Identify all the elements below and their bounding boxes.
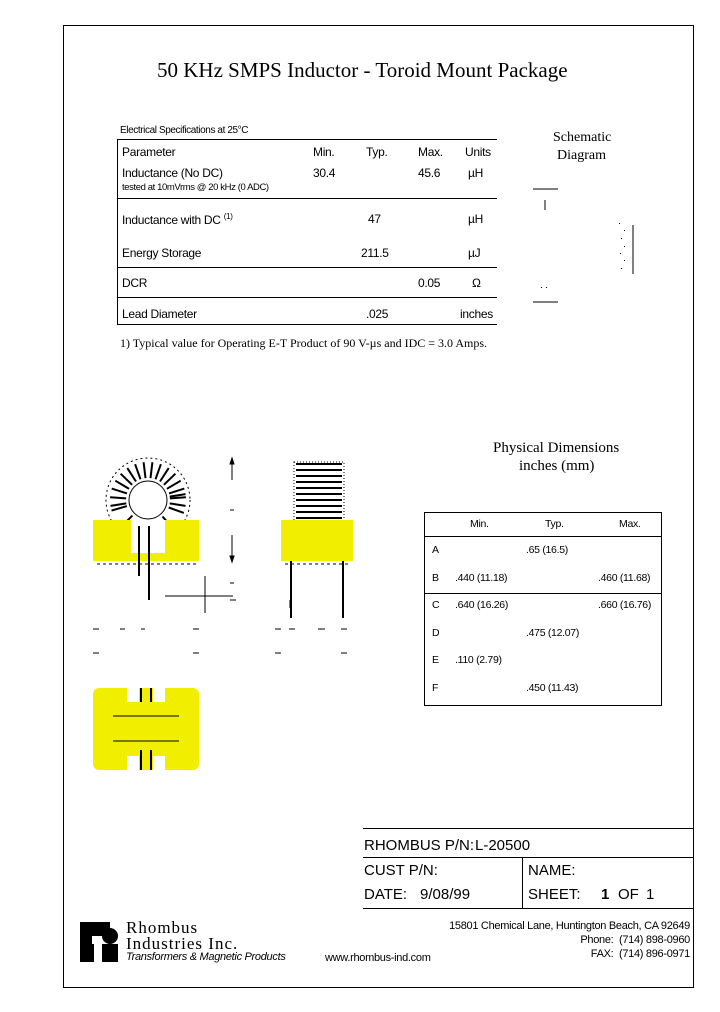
winding-turn <box>135 464 140 479</box>
phone-label: Phone: <box>580 934 614 946</box>
dimension-label: C <box>432 599 440 611</box>
date-value: 9/08/99 <box>420 886 471 903</box>
footnote-ref: (1) <box>223 212 233 221</box>
spec-row3-units: µJ <box>468 246 481 260</box>
spec-row1-min: 30.4 <box>313 166 336 180</box>
dimensions-title: Physical Dimensions <box>493 440 620 456</box>
footprint-notch <box>153 756 165 770</box>
spec-header-min: Min. <box>313 145 335 159</box>
titleblock-rule <box>363 908 694 909</box>
winding-turn <box>170 494 186 497</box>
winding-turn <box>156 464 161 479</box>
sheet-of: OF <box>618 886 639 903</box>
toroid-side-view <box>281 462 353 618</box>
sheet-number: 1 <box>601 886 610 903</box>
winding-turn <box>144 462 146 478</box>
spec-header-typ: Typ. <box>366 145 388 159</box>
spec-header-max: Max. <box>418 145 443 159</box>
winding-turn <box>160 468 169 481</box>
dimension-label: E <box>432 654 439 666</box>
company-address: 15801 Chemical Lane, Huntington Beach, CA 92649 <box>449 920 690 932</box>
mechanical-drawing <box>85 450 385 780</box>
winding-turn <box>121 474 133 485</box>
schematic-winding-dots <box>541 223 625 288</box>
spec-row3-typ: 211.5 <box>361 246 389 260</box>
fax-value: (714) 896-0971 <box>618 948 690 960</box>
dimension-label: B <box>432 572 439 584</box>
spec-row5-param: Lead Diameter <box>122 307 197 321</box>
spec-row4-max: 0.05 <box>418 276 441 290</box>
winding-turn <box>110 497 126 498</box>
rhombus-pn-label: RHOMBUS P/N: <box>364 837 475 854</box>
company-name-line2: Industries Inc. <box>126 934 239 953</box>
side-view-windings <box>296 464 342 518</box>
name-label: NAME: <box>528 862 576 879</box>
winding-turn <box>151 462 153 478</box>
spec-header-units: Units <box>465 145 491 159</box>
company-tagline: Transformers & Magnetic Products <box>126 951 286 963</box>
spec-row5-units: inches <box>460 307 493 321</box>
titleblock-divider <box>522 858 523 908</box>
footprint-notch <box>153 688 165 702</box>
dimension-label: F <box>432 682 439 694</box>
schematic-diagram <box>525 180 645 310</box>
footprint-pad-layout <box>93 688 199 770</box>
spec-row2-typ: 47 <box>368 212 381 226</box>
company-phone <box>580 934 690 946</box>
fax-label: FAX: <box>590 948 614 960</box>
footprint-pad <box>93 688 199 770</box>
spec-header-parameter: Parameter <box>122 145 176 159</box>
page-title: 50 KHz SMPS Inductor - Toroid Mount Package <box>157 58 568 82</box>
winding-turn <box>111 503 127 506</box>
toroid-inner-hole <box>129 481 167 519</box>
side-view-base <box>281 520 353 561</box>
dimension-typ: .65 (16.5) <box>526 544 568 556</box>
dimensions-header-rule <box>424 536 662 537</box>
dimensions-units: inches (mm) <box>519 458 595 474</box>
winding-turn <box>169 508 184 513</box>
spec-row4-param: DCR <box>122 276 148 290</box>
dimensions-divider <box>424 593 662 594</box>
dimension-label: A <box>432 544 439 556</box>
dimension-min: .640 (16.26) <box>455 599 509 611</box>
dimension-max: .660 (16.76) <box>598 599 652 611</box>
spec-divider <box>117 297 497 298</box>
footprint-notch <box>127 756 139 770</box>
spec-divider <box>117 198 497 199</box>
winding-turn <box>115 481 129 489</box>
winding-turn <box>170 497 186 498</box>
footprint-notch <box>127 688 139 702</box>
sheet-label: SHEET: <box>528 886 581 903</box>
spec-row3-param: Energy Storage <box>122 246 202 260</box>
spec-caption: Electrical Specifications at 25°C <box>120 125 249 136</box>
dimensions-header-typ: Typ. <box>545 518 564 530</box>
width-dimensions <box>93 629 347 653</box>
winding-turn <box>127 468 136 481</box>
company-name-line1: Rhombus <box>126 918 199 937</box>
cust-pn-label: CUST P/N: <box>364 862 438 879</box>
spec-divider <box>117 267 497 268</box>
schematic-title-line2: Diagram <box>557 148 606 163</box>
winding-turn <box>112 489 127 494</box>
dimension-min: .110 (2.79) <box>455 654 502 666</box>
dimension-typ: .450 (11.43) <box>526 682 579 694</box>
winding-turn <box>170 503 186 506</box>
spec-row5-typ: .025 <box>366 307 389 321</box>
dimensions-header-min: Min. <box>470 518 489 530</box>
spec-footnote: 1) Typical value for Operating E-T Product of 90 V-µs and IDC = 3.0 Amps. <box>120 336 488 350</box>
dimension-label: D <box>432 627 440 639</box>
winding-turn <box>167 481 181 489</box>
spec-row2-param <box>122 212 233 227</box>
spec-row1-max: 45.6 <box>418 166 441 180</box>
spec-row1-units: µH <box>468 166 483 180</box>
spec-top-rule <box>117 139 497 140</box>
dimension-typ: .475 (12.07) <box>526 627 580 639</box>
toroid-top-view <box>93 458 199 600</box>
winding-turn <box>169 489 184 494</box>
spec-row4-units: Ω <box>472 276 481 290</box>
titleblock-rule <box>363 857 694 858</box>
company-fax <box>591 948 690 960</box>
winding-turn <box>112 506 127 511</box>
dimensions-header-max: Max. <box>619 518 641 530</box>
date-label: DATE: <box>364 886 408 903</box>
phone-value: (714) 898-0960 <box>618 934 690 946</box>
titleblock-top-rule <box>363 828 694 829</box>
spec-row2-label: Inductance with DC <box>122 213 221 227</box>
spec-row2-units: µH <box>468 212 483 226</box>
spec-row1-param: Inductance (No DC) <box>122 166 223 180</box>
spec-bottom-rule <box>117 324 497 325</box>
spec-row1-condition: tested at 10mVrms @ 20 kHz (0 ADC) <box>122 182 269 193</box>
schematic-title-line1: Schematic <box>553 130 612 145</box>
sheet-total: 1 <box>646 886 655 903</box>
rhombus-logo-icon <box>78 918 122 964</box>
rhombus-pn-value: L-20500 <box>475 837 531 854</box>
dimension-max: .460 (11.68) <box>598 572 651 584</box>
dimension-min: .440 (11.18) <box>455 572 508 584</box>
winding-turn <box>164 474 176 485</box>
company-website[interactable]: www.rhombus-ind.com <box>325 952 431 964</box>
